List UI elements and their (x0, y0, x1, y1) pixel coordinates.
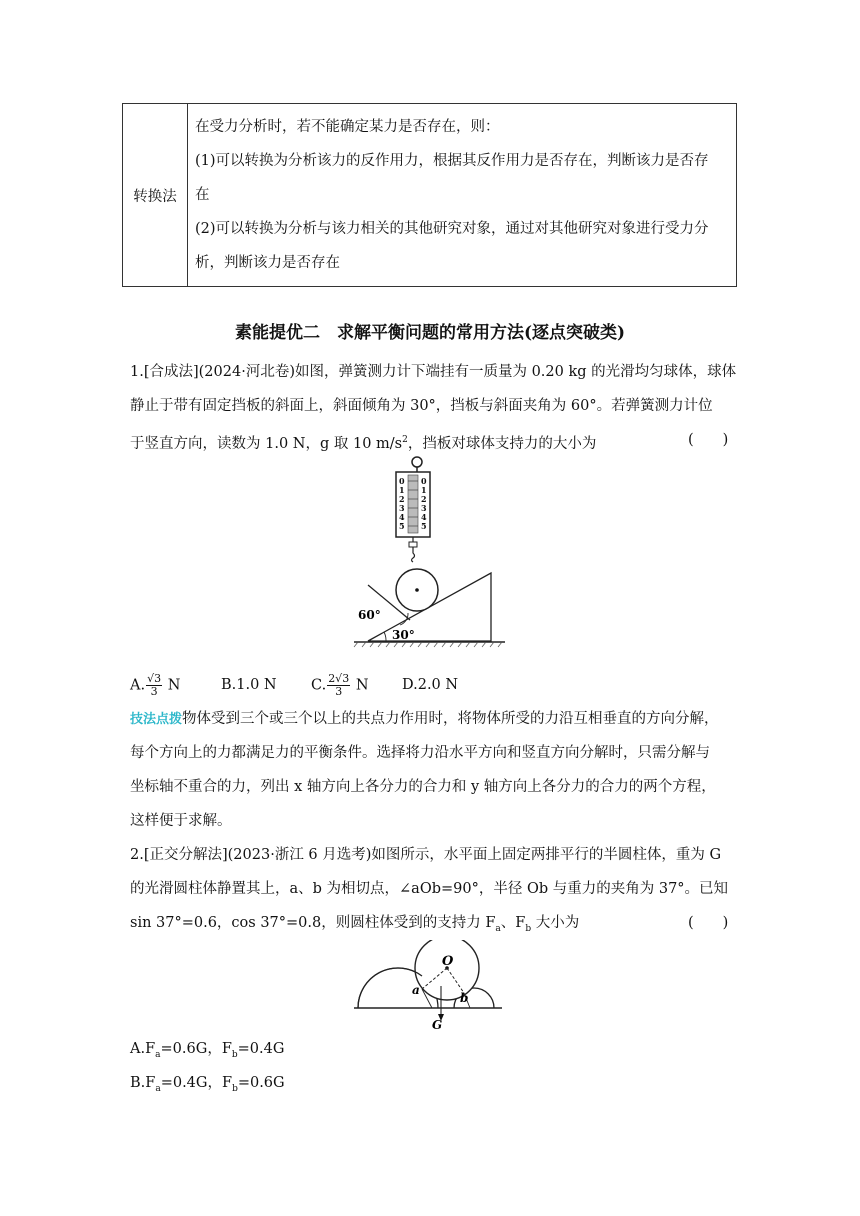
subscript-b: b (232, 1083, 238, 1094)
fraction-denominator: 3 (150, 685, 158, 698)
choice-text: =0.4G，F (160, 1075, 233, 1091)
fraction-denominator: 3 (335, 685, 343, 698)
subscript-b: b (525, 923, 532, 934)
choice-text: B.F (130, 1075, 156, 1091)
scale-num-left: 3 (399, 503, 405, 513)
subscript-a: a (495, 923, 501, 934)
q1-line-3-text-end: ，挡板对球体支持力的大小为 (407, 435, 597, 452)
angle-60-label: 60° (358, 608, 381, 622)
q2-line-1: 2.[正交分解法](2023·浙江 6 月选考)如图所示，水平面上固定两排平行的半圆柱体，重为 G (130, 847, 722, 863)
method-label: 转换法 (123, 104, 188, 287)
method-table (122, 103, 737, 287)
label-O: O (442, 954, 454, 969)
choice-text: =0.6G，F (160, 1041, 232, 1057)
method-description (188, 104, 737, 287)
q2-line-3-text-mid: 、F (500, 915, 526, 931)
scale-hook-ring (412, 457, 422, 467)
q1-figure (350, 455, 510, 651)
choice-text: =0.6G (237, 1075, 285, 1091)
q1-choice-a[interactable] (130, 673, 180, 698)
scale-num-left: 5 (399, 521, 405, 531)
q2-line-3 (130, 913, 579, 939)
q1-line-3 (130, 430, 596, 454)
q1-choice-c[interactable] (311, 673, 369, 698)
choice-c-unit: N (355, 677, 369, 694)
scale-num-left: 2 (399, 494, 405, 504)
choice-text: =0.4G (237, 1041, 285, 1057)
choice-c-prefix: C. (311, 677, 327, 694)
q2-choice-b[interactable] (130, 1073, 285, 1099)
q1-choice-d[interactable]: D.2.0 N (402, 677, 459, 693)
q1-line-1: 1.[合成法](2024·河北卷)如图，弹簧测力计下端挂有一质量为 0.20 kg 的光滑均匀球体，球体 (130, 364, 737, 380)
subscript-b: b (231, 1049, 238, 1060)
fraction-sqrt3-over-3 (146, 673, 162, 698)
q1-line-2: 静止于带有固定挡板的斜面上，斜面倾角为 30°，挡板与斜面夹角为 60°。若弹簧测力计位 (130, 398, 713, 414)
scale-num-right: 2 (421, 494, 427, 504)
method-line: (2)可以转换为分析与该力相关的其他研究对象，通过对其他研究对象进行受力分 (195, 221, 709, 237)
fraction-2sqrt3-over-3 (327, 673, 350, 698)
scale-num-right: 1 (421, 485, 427, 495)
label-G: G (432, 1018, 443, 1030)
scale-hook (412, 547, 415, 562)
label-a: a (412, 983, 420, 997)
tip-line-2: 每个方向上的力都满足力的平衡条件。选择将力沿水平方向和竖直方向分解时，只需分解与 (130, 745, 710, 761)
q1-answer-paren: ( ) (688, 432, 729, 448)
q1-line-3-sup: 2 (402, 435, 408, 445)
tip-line-4: 这样便于求解。 (130, 813, 232, 829)
scale-num-left: 0 (399, 476, 405, 486)
angle-30-label: 30° (392, 628, 415, 642)
q2-figure (352, 940, 507, 1030)
method-line: 在受力分析时，若不能确定某力是否存在，则： (195, 119, 500, 135)
q2-choice-a[interactable] (130, 1039, 284, 1065)
section-title: 素能提优二 求解平衡问题的常用方法(逐点突破类) (234, 323, 626, 343)
scale-num-left: 4 (399, 512, 405, 522)
scale-num-right: 3 (421, 503, 427, 513)
tip-line-3: 坐标轴不重合的力，列出 x 轴方向上各分力的合力和 y 轴方向上各分力的合力的两个方程， (130, 779, 716, 795)
method-line: (1)可以转换为分析该力的反作用力，根据其反作用力是否存在，判断该力是否存 (195, 153, 709, 169)
scale-num-left: 1 (399, 485, 405, 495)
q2-line-3-text: sin 37°=0.6，cos 37°=0.8，则圆柱体受到的支持力 F (130, 915, 496, 931)
q1-choice-b[interactable]: B.1.0 N (221, 677, 277, 693)
scale-num-right: 5 (421, 521, 427, 531)
label-b: b (460, 991, 469, 1005)
subscript-a: a (155, 1049, 161, 1060)
tip-line-1 (130, 709, 719, 730)
cylinder (415, 940, 479, 1000)
fraction-numerator: √3 (147, 672, 162, 685)
fraction-numerator: 2√3 (328, 672, 350, 685)
method-line: 在 (195, 187, 210, 203)
scale-num-right: 0 (421, 476, 427, 486)
tip-text: 物体受到三个或三个以上的共点力作用时，将物体所受的力沿互相垂直的方向分解， (182, 711, 719, 727)
subscript-a: a (155, 1083, 161, 1094)
scale-num-right: 4 (421, 512, 427, 522)
choice-a-prefix: A. (130, 677, 146, 694)
choice-text: A.F (130, 1041, 156, 1057)
tip-label: 技法点拨 (130, 712, 183, 727)
choice-a-unit: N (167, 677, 181, 694)
q2-line-2: 的光滑圆柱体静置其上，a、b 为相切点，∠aOb=90°，半径 Ob 与重力的夹角为 37°。已知 (130, 881, 729, 897)
q2-line-3-text-end: 大小为 (531, 915, 580, 931)
method-line: 析，判断该力是否存在 (195, 255, 340, 271)
q1-line-3-text: 于竖直方向，读数为 1.0 N，g 取 10 m/s (130, 435, 403, 452)
q2-answer-paren: ( ) (688, 915, 729, 931)
